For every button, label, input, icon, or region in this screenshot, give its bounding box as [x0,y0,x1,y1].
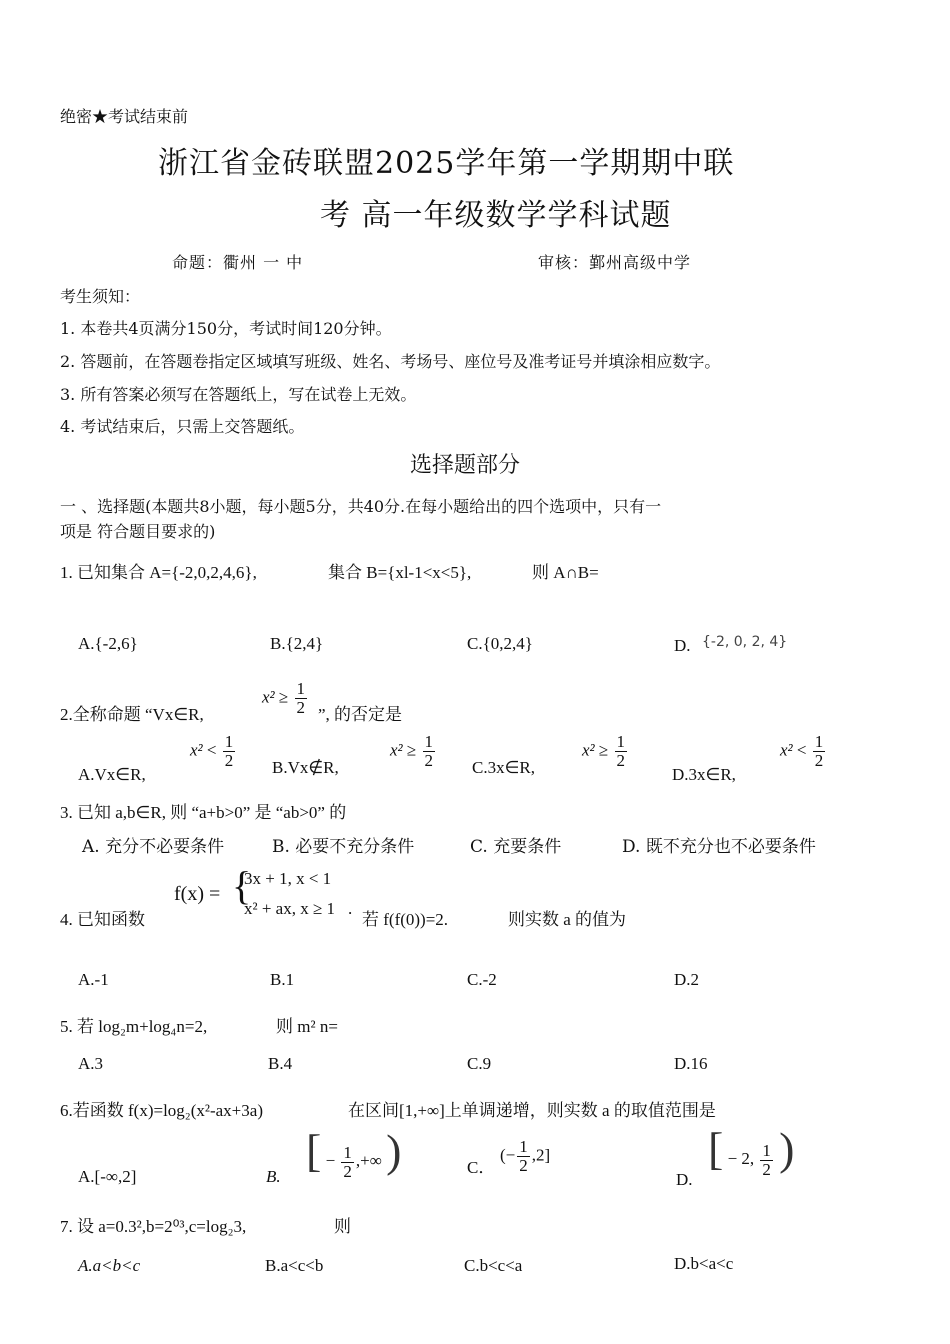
q3-option-d[interactable]: D. 既不充分也不必要条件 [622,837,816,857]
q2-option-d[interactable]: D.3x∈R, [672,765,736,784]
q2-stem: 2.全称命题 “Vx∈R, [60,705,204,724]
q4-piecewise-brace: { [232,863,252,908]
notice-item: 2. 答题前，在答题卷指定区域填写班级、姓名、考场号、座位号及准考证号并填涂相应数字。 [60,352,721,371]
q1-option-d-value: {-2, 0, 2, 4} [702,634,788,650]
q1-option-d[interactable]: D. [674,636,691,655]
q2-stem-b: ”, 的否定是 [318,705,403,724]
page-title-line1: 浙江省金砖联盟2025学年第一学期期中联 [158,146,735,181]
section-instructions: 一 、选择题(本题共8小题，每小题5分，共40分.在每小题给出的四个选项中，只有一 [60,497,662,516]
confidential-label: 绝密★考试结束前 [60,107,189,126]
q6-option-a[interactable]: A.[-∞,2] [78,1167,137,1186]
q4-function-lhs: f(x) = [174,883,221,905]
q6-option-d-expr: [ − 2, $\frac{1}{2}$ ) [708,1123,795,1179]
q6-option-b[interactable]: B. [266,1167,281,1186]
q4-case-2: x² + ax, x ≥ 1 [244,899,336,918]
q5-option-c[interactable]: C.9 [467,1054,492,1073]
q2-option-a[interactable]: A.Vx∈R, [78,765,146,784]
page-title-line2: 考 高一年级数学学科试题 [320,198,672,233]
q7-option-c[interactable]: C.b<c<a [464,1256,523,1275]
q5-option-a[interactable]: A.3 [78,1054,104,1073]
q1-option-c[interactable]: C.{0,2,4} [467,634,533,653]
q6-option-d[interactable]: D. [676,1170,693,1189]
notice-heading: 考生须知： [60,287,141,306]
q6-stem-b: 在区间[1,+∞]上单调递增，则实数 a 的取值范围是 [348,1101,716,1120]
q1-option-b[interactable]: B.{2,4} [270,634,324,653]
q4-stem-c: 则实数 a 的值为 [508,910,627,929]
q6-option-c[interactable]: C． [467,1158,496,1177]
section-title: 选择题部分 [410,453,521,478]
q6-option-c-expr: (− $\frac{1}{2}$ ,2] [500,1137,551,1175]
q1-option-a[interactable]: A.{-2,6} [78,634,138,653]
q2-option-b[interactable]: B.Vx∉R, [272,758,339,777]
q2-expression: x² ≥ $\frac{1}{2}$ [262,679,305,717]
q5-option-d[interactable]: D.16 [674,1054,708,1073]
q3-option-c[interactable]: C. 充要条件 [470,837,562,857]
q4-option-b[interactable]: B.1 [270,970,295,989]
q6-option-b-expr: [ − $\frac{1}{2}$ ,+∞ ) [306,1125,402,1181]
q3-stem: 3. 已知 a,b∈R, 则 “a+b>0” 是 “ab>0” 的 [60,803,347,822]
q4-period: . [348,899,353,918]
q5-stem: 5. 若 log₂m+log₄n=2, [60,1017,208,1036]
q6-stem: 6.若函数 f(x)=log₂(x²-ax+3a) [60,1101,263,1120]
q2-option-c-expr: x² ≥ $\frac{1}{2}$ [582,732,625,770]
q4-option-d[interactable]: D.2 [674,970,700,989]
q2-option-a-expr: x² < $\frac{1}{2}$ [190,732,234,770]
q4-case-1: 3x + 1, x < 1 [244,869,332,888]
q7-option-d[interactable]: D.b<a<c [674,1254,734,1273]
notice-item: 1. 本卷共4页满分150分，考试时间120分钟。 [60,319,392,338]
q1-stem: 1. 已知集合 A={-2,0,2,4,6}, [60,563,257,582]
q7-stem: 7. 设 a=0.3²,b=2⁰³,c=log₂3, [60,1217,247,1236]
q5-stem-b: 则 m² n= [276,1017,338,1036]
q1-stem-b: 集合 B={xl-1<x<5}, [328,563,472,582]
q2-option-d-expr: x² < $\frac{1}{2}$ [780,732,824,770]
q4-option-c[interactable]: C.-2 [467,970,497,989]
q3-option-b[interactable]: B. 必要不充分条件 [272,837,415,857]
q4-stem-b: 若 f(f(0))=2. [362,910,449,929]
notice-item: 3. 所有答案必须写在答题纸上，写在试卷上无效。 [60,385,417,404]
section-instructions-cont: 项是 符合题目要求的) [60,522,216,541]
q4-option-a[interactable]: A.-1 [78,970,109,989]
q1-stem-c: 则 A∩B= [532,563,599,582]
notice-item: 4. 考试结束后，只需上交答题纸。 [60,417,305,436]
q4-stem: 4. 已知函数 [60,910,145,929]
q5-option-b[interactable]: B.4 [268,1054,293,1073]
q3-option-a[interactable]: A. 充分不必要条件 [82,837,225,857]
q2-option-b-expr: x² ≥ $\frac{1}{2}$ [390,732,433,770]
reviewer-label: 审核：鄞州高级中学 [538,253,692,272]
q7-option-b[interactable]: B.a<c<b [265,1256,324,1275]
setter-label: 命题：衢州 一 中 [172,253,304,272]
q7-stem-b: 则 [334,1217,351,1236]
q7-option-a[interactable]: A.a<b<c [78,1256,141,1275]
q2-option-c[interactable]: C.3x∈R, [472,758,535,777]
